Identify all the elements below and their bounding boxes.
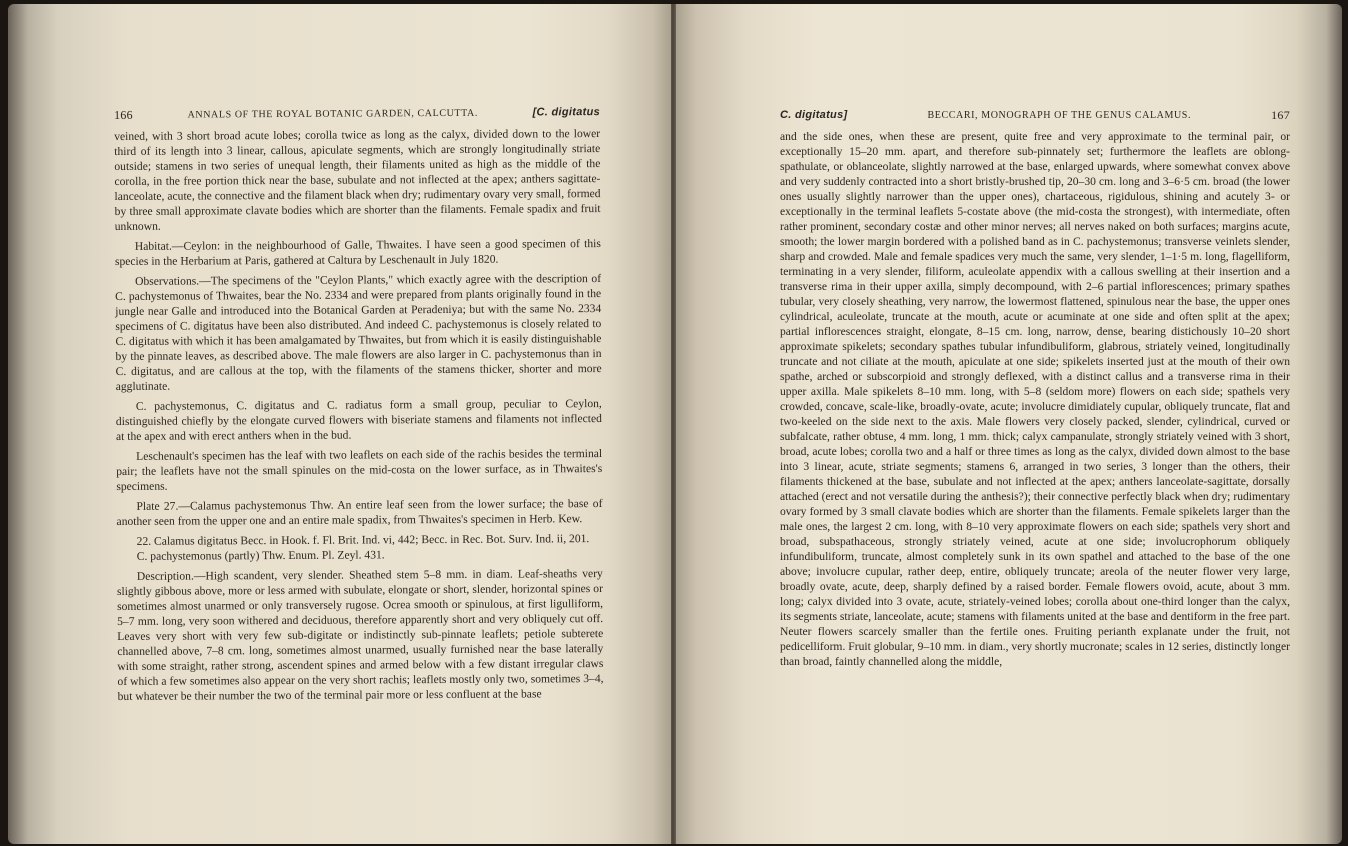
group-paragraph: C. pachystemonus, C. digitatus and C. radiatus form a small group, peculiar to Ceylon, distinguished chiefly by the elongate curved flowers with biseriate stamens and filaments not inflected at the apex and with erect anthers when in the bud. (115, 397, 602, 443)
right-text-block (780, 108, 1290, 669)
habitat-paragraph: Habitat.—Ceylon: in the neighbourhood of Galle, Thwaites. I have seen a good specimen of this species in the Herbarium at Paris, gathered at Caltura by Leschenault in July 1820. (114, 237, 601, 268)
left-page-number: 166 (114, 107, 133, 122)
right-running-head (780, 108, 1290, 123)
left-page (8, 4, 671, 844)
species-entry-synonym: C. pachystemonus (partly) Thw. Enum. Pl. Zeyl. 431. (136, 548, 385, 563)
observations-paragraph: Observations.—The specimens of the "Ceylon Plants," which exactly agree with the description of C. pachystemonus of Thwaites, bear the No. 2334 and were prepared from plants originally found in the jungle near Galle and introduced into the Botanical Garden at Peradeniya; but with the same No. 2334 specimens of C. digitatus have been also distributed. And indeed C. pachystemonus is closely related to C. digitatus with which it has been amalgamated by Thwaites, but from which it is easily distinguishable by the pinnate leaves, as described above. The male flowers are also larger in C. pachystemonus than in C. digitatus, and are callous at the top, with the filaments of the stamens thicker, shorter and more agglutinate. (115, 272, 602, 393)
left-running-species: [C. digitatus (532, 106, 601, 119)
right-running-title: BECCARI, MONOGRAPH OF THE GENUS CALAMUS. (927, 110, 1192, 121)
right-page-number: 167 (1271, 108, 1290, 122)
right-paragraph: and the side ones, when these are present, quite free and very approximate to the terminal pair, or exceptionally 15–20 mm. apart, and therefore sub-pinnately set; furthermore the leaflets are oblong-spathulate, or oblanceolate, slightly narrowed at the base, enlarged upwards, where somewhat convex above and very suddenly contracted into a short bristly-brushed tip, 20–30 cm. long and 3–6·5 cm. broad (the lower ones usually slightly narrower than the upper ones), chartaceous, rigidulous, shining and acutely 3- or exceptionally in the terminal leaflets 5-costate above (the mid-costa the strongest), with intermediate, often rather prominent, secondary costæ and other minor nerves; all nerves naked on both surfaces; margins acute, smooth; the lower margin bordered with a polished band as in C. pachystemonus; transverse veinlets slender, sharp and crowded. Male and female spadices very much the same, very slender, 1–1·5 m. long, flagelliform, terminating in a very slender, filiform, aculeolate appendix with a callous swelling at their insertion and a transverse rima in their upper axilla, simply decompound, with 2–6 partial inflorescences; primary spathes tubular, very closely sheathing, very narrow, the lowermost flattened, spinulous near the base, the upper ones cylindrical, aculeolate, truncate at the mouth, acute or acuminate at one side and often split at the apex; partial inflorescences straight, elongate, 8–15 cm. long, narrow, dense, bearing distichously 10–20 short approximate spikelets; secondary spathes tubular infundibuliform, glabrous, striately veined, longitudinally truncate and not ciliate at the mouth, apiculate at one side; spikelets inserted just at the mouth of their own spathe, arched or subscorpioid and strongly deflexed, with a distinct callus and a transverse rima in their upper axilla. Male spikelets 8–10 mm. long, with 5–8 (seldom more) flowers on each side; spathels very crowded, concave, scale-like, broadly-ovate, acute; involucre dimidiately cupular, obliquely truncate, flat and two-keeled on the side next to the axis. Male flowers very closely packed, slender, cylindrical, curved or subfalcate, rather obtuse, 4 mm. long, 1 mm. thick; calyx campanulate, strongly striately veined with 3 short, broad, acute lobes; corolla two and a half or three times as long as the calyx, divided down almost to the base into 3 linear, acute, striate segments; stamens 6, arranged in two series, 3 longer than the others, their filaments thickened at the base, subulate and not inflected at the apex; anthers lanceolate-sagittate, dorsally attached (erect and not versatile during the anthesis?); their connective perfectly black when dry; rudimentary ovary formed by 3 small clavate bodies which are shorter than the filaments. Female spikelets larger than the male ones, the largest 2 cm. long, with 8–10 very approximate flowers on each side; spathels very short and broad, subspathaceous, strongly striately veined, acute at one side; involucrophorum obliquely infundibuliform, truncate, almost completely sunk in its own spathel and attached to the base of the one above; involucre cupular, rather deep, entire, obliquely truncate; areola of the neuter flower very large, broadly ovate, acute, deep, sharply defined by a raised border. Female flowers ovoid, acute, about 3 mm. long; calyx divided into 3 ovate, acute, striately-veined lobes; corolla about one-third longer than the calyx, its segments striate, lanceolate, acute; stamens with filaments united at the base and dentiform in the free part. Neuter flowers scarcely smaller than the fertile ones. Fruiting perianth explanate under the fruit, not pedicelliform. Fruit globular, 9–10 mm. in diam., very shortly mucronate; scales in 12 series, distinctly longer than broad, faintly channelled along the middle, (780, 130, 1290, 668)
plate-paragraph: Plate 27.—Calamus pachystemonus Thw. An entire leaf seen from the lower surface; the base of another seen from the upper one and an entire male spadix, from Thwaites's specimen in Herb. Kew. (116, 497, 603, 528)
right-page (676, 4, 1342, 844)
left-running-head (114, 105, 600, 123)
left-running-title: ANNALS OF THE ROYAL BOTANIC GARDEN, CALCUTTA. (187, 107, 478, 121)
leschenault-paragraph: Leschenault's specimen has the leaf with two leaflets on each side of the rachis besides the terminal pair; the leaflets have not the small spinules on the mid-costa on the lower surface, as in Thwaites's specimens. (116, 447, 603, 493)
right-running-species: C. digitatus] (780, 109, 848, 121)
left-paragraph: veined, with 3 short broad acute lobes; corolla twice as long as the calyx, divided down to the lower third of its length into 3 linear, callous, apiculate segments, which are strongly longitudinally striate outside; stamens in two series of unequal length, their filaments united as high as the middle of the corolla, in the free portion thick near the base, subulate and not inflected at the apex; anthers sagittate-lanceolate, acute, the connective and the filament black when dry; rudimentary ovary very small, formed by three small approximate clavate bodies which are shorter than the filaments. Female spadix and fruit unknown. (114, 127, 601, 233)
description-paragraph: Description.—High scandent, very slender. Sheathed stem 5–8 mm. in diam. Leaf-sheaths very slightly gibbous above, more or less armed with subulate, elongate or short, slender, horizontal spines or sometimes almost unarmed or only transversely rugose. Ocrea smooth or spinulous, at first ligulliform, 5–7 mm. long, very soon withered and deciduous, therefore apparently short and very obliquely cut off. Leaves very short with very few sub-digitate or indistinctly sub-pinnate leaflets; petiole subterete channelled above, 7–8 cm. long, sometimes almost unarmed, usually furnished near the base laterally with some straight, rather strong, ascendent spines and armed below with a few distant irregular claws of which a few sometimes also appear on the very short rachis; leaflets mostly only two, sometimes 3–4, but whatever be their number the two of the terminal pair more or less confluent at the base (116, 567, 604, 703)
species-entry-heading: 22. Calamus digitatus Becc. in Hook. f. Fl. Brit. Ind. vi, 442; Becc. in Rec. Bot. Surv. Ind. ii, 201. (136, 532, 590, 548)
left-text-block (114, 105, 604, 704)
